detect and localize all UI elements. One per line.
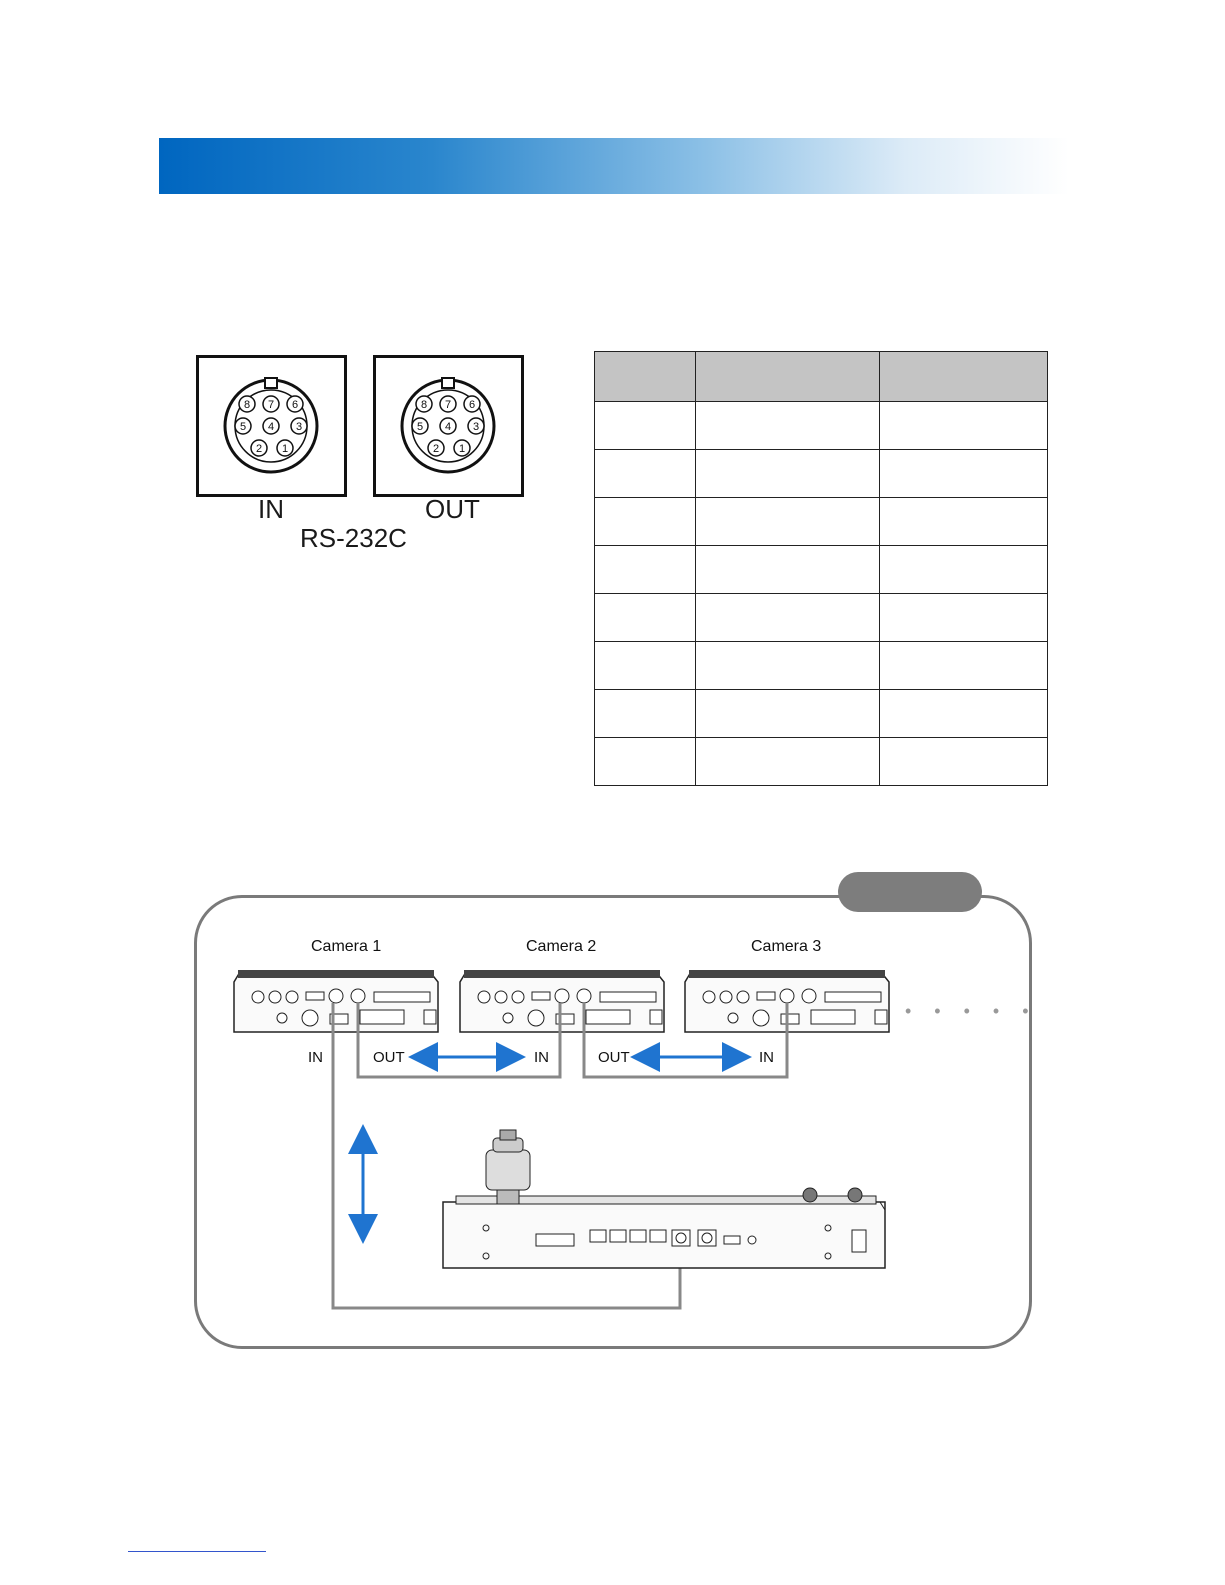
camera-3-in-label: IN [759,1049,774,1066]
pin-label: 6 [468,399,476,411]
pin-label: 1 [458,443,466,455]
pin-label: 3 [472,421,480,433]
camera-1-title: Camera 1 [311,938,382,955]
camera-1-in-label: IN [308,1049,323,1066]
pin-label: 6 [291,399,299,411]
connector-in-label: IN [258,494,284,524]
pin-label: 2 [255,443,263,455]
pin-label: 8 [243,399,251,411]
pin-label: 1 [281,443,289,455]
pin-label: 7 [444,399,452,411]
camera-2-rear-panel [460,970,664,1032]
camera-1-rear-panel [234,970,438,1032]
pin-label: 4 [267,421,275,433]
camera-3-title: Camera 3 [751,938,822,955]
joystick-icon [486,1130,530,1204]
pin-label: 2 [432,443,440,455]
more-cameras-ellipsis: • • • • • [905,1001,1038,1021]
pin-label: 7 [267,399,275,411]
controller-rear-panel [443,1130,885,1268]
connector-out-label: OUT [425,494,480,524]
pin-label: 5 [239,421,247,433]
pin-label: 5 [416,421,424,433]
camera-1-out-label: OUT [373,1049,405,1066]
pin-label: 8 [420,399,428,411]
connector-type-label: RS-232C [300,523,407,553]
pin-label: 4 [444,421,452,433]
camera-2-out-label: OUT [598,1049,630,1066]
camera-2-title: Camera 2 [526,938,597,955]
footer-link-underline [128,1551,266,1552]
pin-label: 3 [295,421,303,433]
camera-2-in-label: IN [534,1049,549,1066]
